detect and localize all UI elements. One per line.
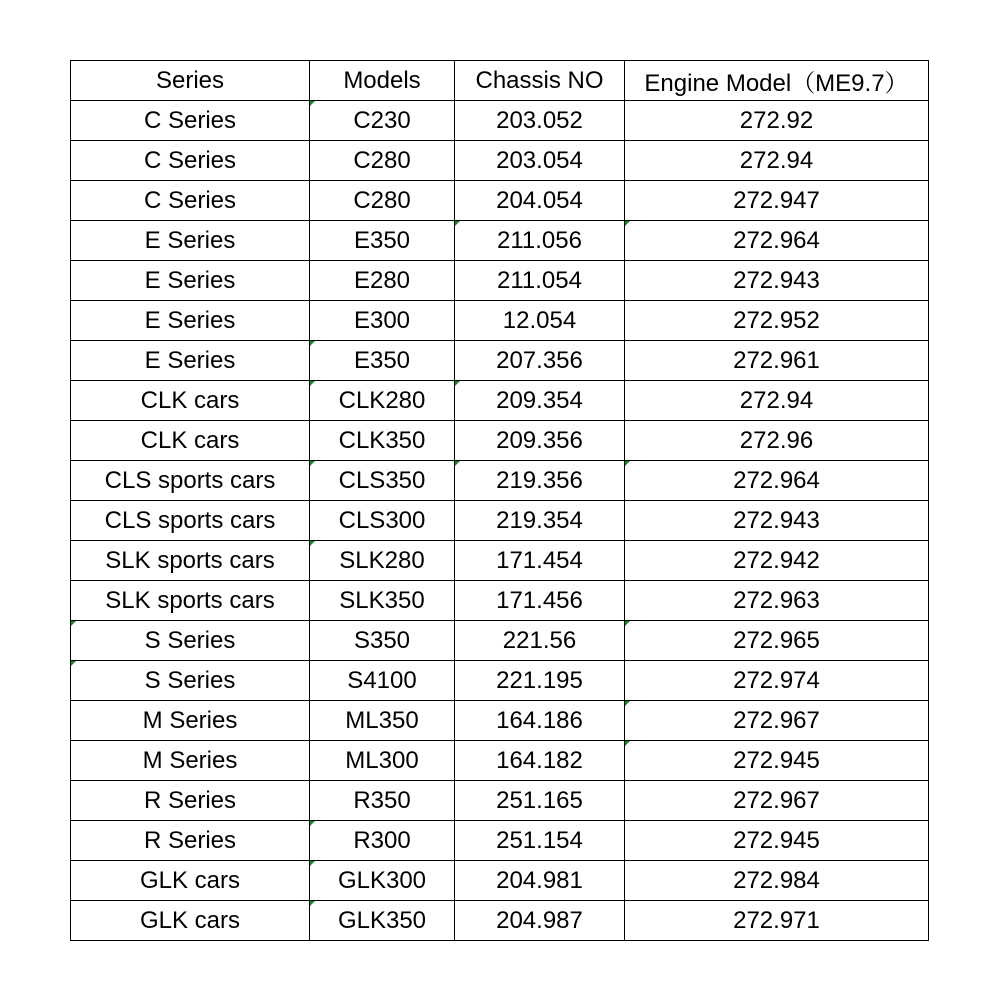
engine-model-cell: 272.92 bbox=[625, 101, 929, 141]
engine-model-cell: 272.964 bbox=[625, 221, 929, 261]
model-cell: C280 bbox=[310, 141, 455, 181]
engine-model-cell: 272.967 bbox=[625, 781, 929, 821]
chassis-no-cell: 204.987 bbox=[455, 901, 625, 941]
model-cell: R300 bbox=[310, 821, 455, 861]
model-cell: CLK280 bbox=[310, 381, 455, 421]
chassis-no-cell: 251.154 bbox=[455, 821, 625, 861]
chassis-no-cell: 171.454 bbox=[455, 541, 625, 581]
table-row bbox=[71, 661, 929, 701]
engine-model-cell: 272.963 bbox=[625, 581, 929, 621]
model-cell: E280 bbox=[310, 261, 455, 301]
engine-model-cell: 272.943 bbox=[625, 501, 929, 541]
model-cell: R350 bbox=[310, 781, 455, 821]
engine-model-cell: 272.974 bbox=[625, 661, 929, 701]
table-row bbox=[71, 541, 929, 581]
chassis-no-cell: 251.165 bbox=[455, 781, 625, 821]
table-row bbox=[71, 501, 929, 541]
engine-model-cell: 272.942 bbox=[625, 541, 929, 581]
engine-model-cell: 272.984 bbox=[625, 861, 929, 901]
engine-model-cell: 272.964 bbox=[625, 461, 929, 501]
series-cell: E Series bbox=[71, 221, 310, 261]
engine-model-cell: 272.945 bbox=[625, 741, 929, 781]
chassis-no-cell: 171.456 bbox=[455, 581, 625, 621]
engine-model-cell: 272.96 bbox=[625, 421, 929, 461]
model-cell: S350 bbox=[310, 621, 455, 661]
model-cell: SLK350 bbox=[310, 581, 455, 621]
model-cell: E350 bbox=[310, 341, 455, 381]
series-cell: GLK cars bbox=[71, 861, 310, 901]
chassis-no-cell: 204.054 bbox=[455, 181, 625, 221]
model-cell: GLK300 bbox=[310, 861, 455, 901]
series-cell: S Series bbox=[71, 661, 310, 701]
series-cell: E Series bbox=[71, 341, 310, 381]
chassis-no-cell: 209.356 bbox=[455, 421, 625, 461]
header-chassis-no: Chassis NO bbox=[455, 61, 625, 101]
series-cell: CLK cars bbox=[71, 381, 310, 421]
chassis-no-cell: 203.054 bbox=[455, 141, 625, 181]
chassis-no-cell: 211.056 bbox=[455, 221, 625, 261]
table-row bbox=[71, 781, 929, 821]
model-cell: ML300 bbox=[310, 741, 455, 781]
engine-model-cell: 272.965 bbox=[625, 621, 929, 661]
series-cell: SLK sports cars bbox=[71, 581, 310, 621]
series-cell: CLS sports cars bbox=[71, 461, 310, 501]
series-cell: E Series bbox=[71, 301, 310, 341]
series-cell: C Series bbox=[71, 141, 310, 181]
table-row bbox=[71, 741, 929, 781]
model-cell: C280 bbox=[310, 181, 455, 221]
chassis-no-cell: 164.186 bbox=[455, 701, 625, 741]
model-cell: ML350 bbox=[310, 701, 455, 741]
series-cell: SLK sports cars bbox=[71, 541, 310, 581]
chassis-no-cell: 207.356 bbox=[455, 341, 625, 381]
table-row bbox=[71, 141, 929, 181]
header-models: Models bbox=[310, 61, 455, 101]
table-body bbox=[71, 101, 929, 941]
table-row bbox=[71, 381, 929, 421]
header-series: Series bbox=[71, 61, 310, 101]
engine-model-cell: 272.943 bbox=[625, 261, 929, 301]
engine-model-cell: 272.952 bbox=[625, 301, 929, 341]
table-row bbox=[71, 901, 929, 941]
chassis-no-cell: 164.182 bbox=[455, 741, 625, 781]
engine-model-cell: 272.967 bbox=[625, 701, 929, 741]
series-cell: C Series bbox=[71, 101, 310, 141]
vehicle-engine-table bbox=[70, 60, 929, 941]
engine-model-cell: 272.94 bbox=[625, 381, 929, 421]
table-row bbox=[71, 181, 929, 221]
series-cell: R Series bbox=[71, 781, 310, 821]
chassis-no-cell: 209.354 bbox=[455, 381, 625, 421]
chassis-no-cell: 219.354 bbox=[455, 501, 625, 541]
series-cell: E Series bbox=[71, 261, 310, 301]
model-cell: CLS350 bbox=[310, 461, 455, 501]
model-cell: CLS300 bbox=[310, 501, 455, 541]
table-header-row bbox=[71, 61, 929, 101]
series-cell: R Series bbox=[71, 821, 310, 861]
model-cell: E300 bbox=[310, 301, 455, 341]
engine-model-cell: 272.947 bbox=[625, 181, 929, 221]
header-engine-model: Engine Model（ME9.7） bbox=[625, 61, 929, 101]
series-cell: C Series bbox=[71, 181, 310, 221]
model-cell: S4100 bbox=[310, 661, 455, 701]
chassis-no-cell: 203.052 bbox=[455, 101, 625, 141]
series-cell: S Series bbox=[71, 621, 310, 661]
model-cell: CLK350 bbox=[310, 421, 455, 461]
engine-model-cell: 272.961 bbox=[625, 341, 929, 381]
chassis-no-cell: 211.054 bbox=[455, 261, 625, 301]
engine-model-cell: 272.971 bbox=[625, 901, 929, 941]
series-cell: GLK cars bbox=[71, 901, 310, 941]
series-cell: CLK cars bbox=[71, 421, 310, 461]
table-row bbox=[71, 621, 929, 661]
series-cell: CLS sports cars bbox=[71, 501, 310, 541]
table-row bbox=[71, 861, 929, 901]
table-row bbox=[71, 421, 929, 461]
table-row bbox=[71, 701, 929, 741]
table-row bbox=[71, 221, 929, 261]
table-row bbox=[71, 301, 929, 341]
chassis-no-cell: 221.195 bbox=[455, 661, 625, 701]
engine-model-cell: 272.945 bbox=[625, 821, 929, 861]
engine-model-cell: 272.94 bbox=[625, 141, 929, 181]
model-cell: SLK280 bbox=[310, 541, 455, 581]
model-cell: C230 bbox=[310, 101, 455, 141]
table-row bbox=[71, 261, 929, 301]
series-cell: M Series bbox=[71, 701, 310, 741]
table-row bbox=[71, 581, 929, 621]
chassis-no-cell: 12.054 bbox=[455, 301, 625, 341]
chassis-no-cell: 221.56 bbox=[455, 621, 625, 661]
table-row bbox=[71, 341, 929, 381]
table-row bbox=[71, 461, 929, 501]
vehicle-engine-table-container bbox=[70, 60, 928, 941]
chassis-no-cell: 219.356 bbox=[455, 461, 625, 501]
series-cell: M Series bbox=[71, 741, 310, 781]
table-row bbox=[71, 101, 929, 141]
model-cell: E350 bbox=[310, 221, 455, 261]
chassis-no-cell: 204.981 bbox=[455, 861, 625, 901]
model-cell: GLK350 bbox=[310, 901, 455, 941]
table-row bbox=[71, 821, 929, 861]
